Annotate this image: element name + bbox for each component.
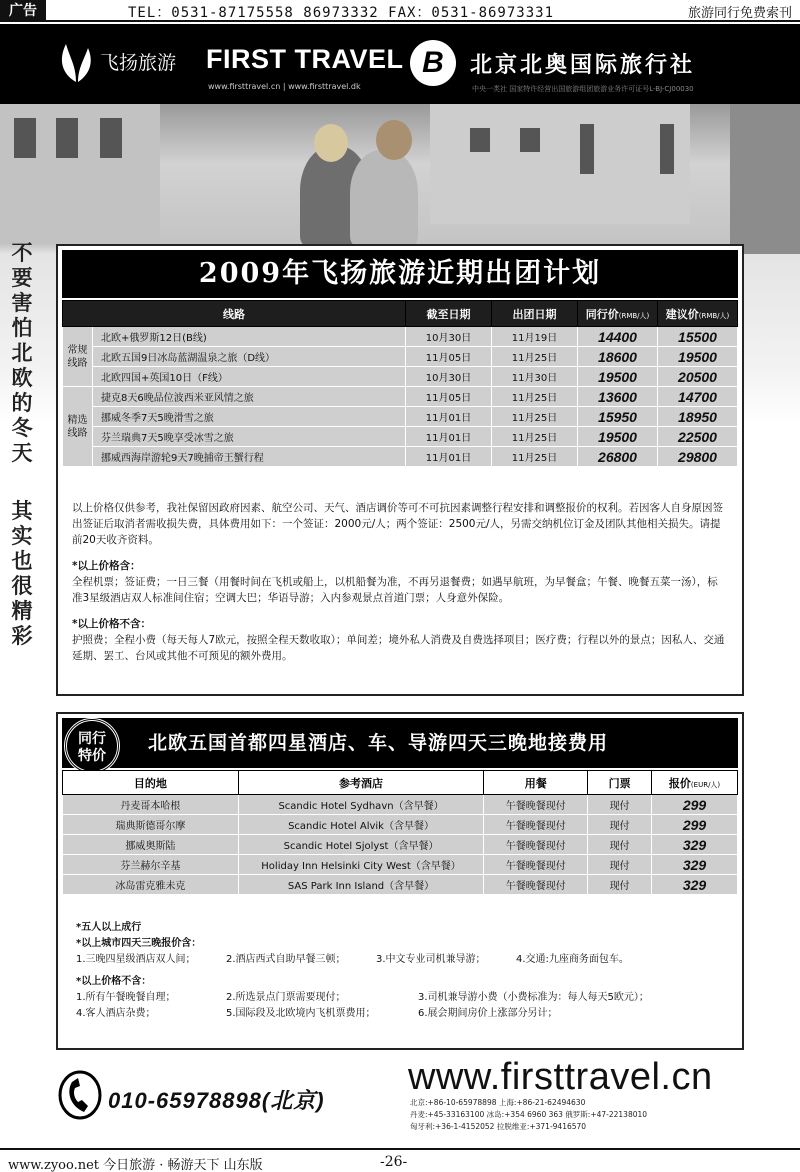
schedule-title: 2009年飞扬旅游近期出团计划 [62, 250, 738, 298]
table-row: 北欧四国+英国10日（F线） 10月30日 11月30日 19500 20500 [63, 367, 738, 387]
agency-name: 北京北奥国际旅行社 [470, 52, 696, 78]
col-suggested-price: 建议价(RMB/人) [658, 301, 738, 327]
table-row: 芬兰瑞典7天5晚享受冰雪之旅 11月01日 11月25日 19500 22500 [63, 427, 738, 447]
special-included-list: 1.三晚四星级酒店双人间； 2.酒店西式自助早餐三顿； 3.中文专业司机兼导游； 4.交通:九座商务面包车。 [76, 954, 629, 965]
agency-logo-icon: B [410, 40, 456, 86]
table-row: 瑞典斯德哥尔摩 Scandic Hotel Alvik（含早餐） 午餐晚餐现付 现付 299 [63, 815, 738, 835]
excluded-text: 护照费；全程小费（每天每人7欧元，按照全程天数收取）；单间差；境外私人消费及自费选择项目；医疗费；行程以外的景点；因私人、交通延期、罢工、台风或其他不可预见的额外费用。 [72, 634, 725, 662]
window [660, 124, 674, 174]
phone-icon [58, 1070, 102, 1120]
special-included-heading: *以上城市四天三晚报价含： [76, 938, 202, 949]
table-row: 常规线路 北欧+俄罗斯12日(B线) 10月30日 11月19日 14400 15500 [63, 327, 738, 347]
table-row: 冰岛雷克雅未克 SAS Park Inn Island（含早餐） 午餐晚餐现付 现付 329 [63, 875, 738, 895]
special-price-badge: 同行 特价 [64, 718, 120, 774]
min-group-note: *五人以上成行 [76, 922, 142, 933]
table-row: 丹麦哥本哈根 Scandic Hotel Sydhavn（含早餐） 午餐晚餐现付 现付 299 [63, 795, 738, 815]
group-label: 常规线路 [63, 327, 93, 387]
window [56, 118, 78, 158]
contact-line: TEL：0531-87175558 86973332 FAX：0531-86973331 [128, 5, 555, 21]
top-ad-strip [0, 0, 800, 22]
building-edge [730, 104, 800, 254]
window [100, 118, 122, 158]
man-head [376, 120, 412, 160]
group-label: 精选线路 [63, 387, 93, 467]
window [520, 128, 540, 152]
slogan-line-2: 其 实 也 很 精 彩 [11, 498, 33, 648]
licence-text: 中央一类社 国家特许经营出国旅游组团旅游业务许可证号L-BJ-CJ00030 [472, 85, 694, 93]
schedule-panel [56, 244, 744, 696]
special-header-row: 目的地 参考酒店 用餐 门票 报价(EUR/人) [63, 771, 738, 795]
schedule-table [62, 300, 738, 467]
page-number: -26- [380, 1154, 408, 1170]
leaf-logo-icon [56, 40, 96, 84]
excluded-heading: *以上价格不含： [72, 618, 151, 630]
brand-header [0, 24, 800, 104]
notes-intro: 以上价格仅供参考，我社保留因政府因素、航空公司、天气、酒店调价等可不可抗因素调整行程安排和调整报价的权利。若因客人自身原因签出签证后取消者需收损失费，具体费用如下：一个签证：2000元/人；两个签证：2500元/人，另需交纳机位订金及团队其他相关损失。请提前20天收齐资料。 [72, 502, 723, 546]
page-footer [0, 1148, 800, 1172]
woman-head [314, 124, 348, 162]
col-route: 线路 [63, 301, 406, 327]
col-departure: 出团日期 [492, 301, 578, 327]
window [470, 128, 490, 152]
brand-urls[interactable]: www.firsttravel.cn | www.firsttravel.dk [208, 82, 361, 91]
schedule-header-row [63, 301, 738, 327]
included-text: 全程机票；签证费；一日三餐（用餐时间在飞机或船上，以机船餐为准，不再另退餐费；如遇早航班，为早餐盒；午餐、晚餐五菜一汤），标准3星级酒店双人标准间住宿；空调大巴；华语导游；入内参观景点首道门票；人身意外保险。 [72, 576, 718, 604]
phone-number[interactable]: 010-65978898(北京) [108, 1088, 325, 1113]
brand-cn-name: 飞扬旅游 [100, 52, 177, 74]
included-heading: *以上价格含： [72, 560, 141, 572]
table-row: 芬兰赫尔辛基 Holiday Inn Helsinki City West（含早餐） 午餐晚餐现付 现付 329 [63, 855, 738, 875]
website-link[interactable]: www.firsttravel.cn [408, 1056, 713, 1098]
footer-publication: www.zyoo.net 今日旅游 · 畅游天下 山东版 [8, 1158, 263, 1172]
special-excluded-heading: *以上价格不含： [76, 976, 152, 987]
special-notes [76, 920, 726, 1022]
man-figure [350, 150, 418, 246]
table-row: 挪威奥斯陆 Scandic Hotel Sjolyst（含早餐） 午餐晚餐现付 现付 329 [63, 835, 738, 855]
brand-en-name: FIRST TRAVEL [206, 44, 404, 74]
ad-tag: 广告 [0, 0, 46, 22]
slogan-line-1: 不 要 害 怕 北 欧 的 冬 天 [11, 240, 33, 465]
office-numbers: 北京:+86-10-65978898 上海:+86-21-62494630 丹麦:+45-33163100 冰岛:+354 6960 363 俄罗斯:+47-22138010 匈牙利:+36-1-4152052 拉脱维亚:+371-9416570 [410, 1098, 648, 1131]
index-note: 旅游同行免费索刊 [687, 6, 792, 21]
table-row: 精选线路 捷克8天6晚品位波西米亚风情之旅 11月05日 11月25日 13600 14700 [63, 387, 738, 407]
building-right [430, 104, 690, 224]
table-row: 挪威西海岸游轮9天7晚捕帝王蟹行程 11月01日 11月25日 26800 29800 [63, 447, 738, 467]
window [580, 124, 594, 174]
special-table [62, 770, 738, 895]
col-deadline: 截至日期 [406, 301, 492, 327]
table-row: 北欧五国9日冰岛蓝湖温泉之旅（D线） 11月05日 11月25日 18600 19500 [63, 347, 738, 367]
col-peer-price: 同行价(RMB/人) [578, 301, 658, 327]
special-excluded-row-2: 4.客人酒店杂费； 5.国际段及北欧境内飞机票费用； 6.展会期间房价上涨部分另计； [76, 1008, 558, 1019]
special-title: 北欧五国首都四星酒店、车、导游四天三晚地接费用 [62, 718, 738, 768]
special-excluded-row-1: 1.所有午餐晚餐自理； 2.所选景点门票需要现付； 3.司机兼导游小费（小费标准为：每人每天5欧元）； [76, 992, 649, 1003]
schedule-notes [72, 500, 728, 666]
table-row: 挪威冬季7天5晚滑雪之旅 11月01日 11月25日 15950 18950 [63, 407, 738, 427]
window [14, 118, 36, 158]
